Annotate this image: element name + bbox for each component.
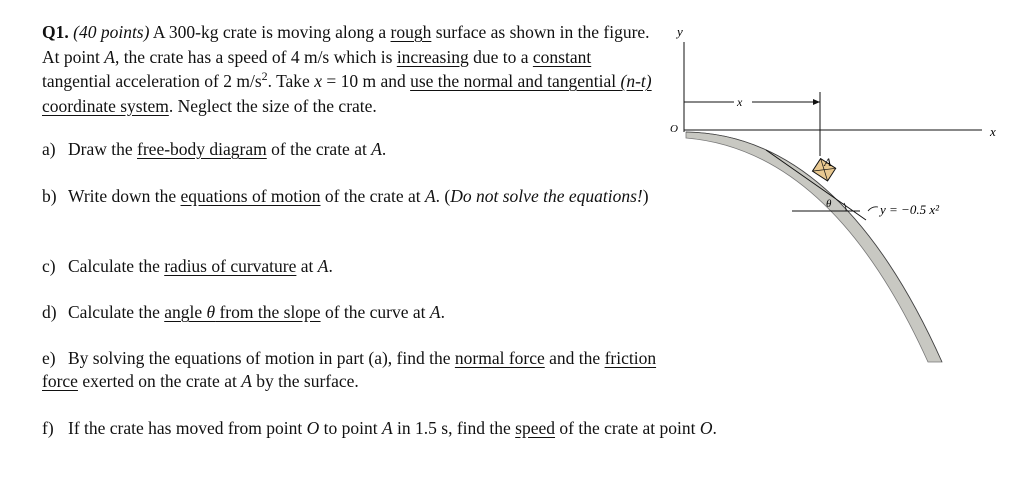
text: If the crate has moved from point [68,418,307,438]
x-axis-label: x [990,124,996,139]
text: and the [544,348,605,368]
text: of the curve at [320,302,430,322]
text: at [296,256,318,276]
var-A: A [371,139,382,159]
keyword: normal force [454,348,545,368]
dimension-label: x [737,95,743,109]
part-f [42,417,842,440]
keyword [164,302,320,322]
var-x: x [314,71,322,91]
part-a [42,138,662,161]
part-label: d) [42,302,57,322]
question-number: Q1. [42,22,69,42]
text: Draw the [68,139,138,159]
curve-equation: y = −0.5 x² [880,202,939,217]
text: exerted on the crate at [77,371,242,391]
keyword: friction force [42,348,657,391]
var-A: A [429,302,441,322]
var-A: A [424,186,436,206]
text: Calculate the [68,256,165,276]
part-c [42,255,662,278]
keyword-constant: constant [532,46,592,67]
part-b [42,185,662,208]
text: angle [164,302,207,322]
equation-leader [868,207,878,211]
part-d [42,301,662,324]
text: . [440,302,445,322]
text: of the crate at point [555,418,700,438]
point-label: A [824,155,832,169]
text: . [328,256,333,276]
part-label: a) [42,139,56,159]
text: . Take [267,71,315,91]
keyword: free-body diagram [137,139,267,159]
points-label: (40 points) [73,22,150,42]
text: use the normal and tangential [410,71,621,91]
text: . [381,139,387,159]
part-label: b) [42,186,57,206]
keyword: equations of motion [180,186,321,206]
text: from the slope [215,302,321,322]
text: by the surface. [251,371,359,391]
text: , the crate has a speed of 4 m/s which is [114,46,397,67]
text: tangential acceleration of 2 m/s [42,71,262,91]
text: surface as shown in the figure. At point [42,22,650,67]
part-e [42,347,662,393]
var-A: A [241,371,252,391]
keyword: speed [515,418,556,438]
tangent-line [766,150,866,220]
keyword: radius of curvature [164,256,297,276]
text: of the crate at [266,139,372,159]
text: due to a [468,46,533,67]
var-A: A [104,46,115,67]
text: coordinate system [42,95,169,116]
text: . [712,418,717,438]
text: A 300-kg crate is moving along a [149,22,391,42]
part-label: e) [42,348,56,368]
var-A: A [317,256,329,276]
text: = 10 m and [321,71,411,91]
angle-label: θ [826,198,832,210]
var-O: O [699,418,713,438]
italic-note: Do not solve the equations! [450,186,643,206]
curved-surface [686,132,942,362]
text: ) [642,186,649,206]
text: . ( [435,186,451,206]
dimension-arrowhead [813,99,820,105]
keyword-increasing: increasing [396,46,469,67]
var-O: O [306,418,320,438]
text: in 1.5 s, find the [392,418,516,438]
text: to point [319,418,382,438]
text: Calculate the [68,302,165,322]
origin-label: O [670,123,678,135]
text: of the crate at [320,186,425,206]
figure-svg [660,14,1010,374]
y-axis-label: y [677,24,683,39]
var-A: A [381,418,393,438]
text: Write down the [68,186,181,206]
text: By solving the equations of motion in part (a), find the [68,348,455,368]
part-label: c) [42,256,56,276]
exponent: 2 [261,69,268,84]
nt-label: (n-t) [620,71,652,91]
var-theta: θ [206,302,216,322]
part-label: f) [42,418,54,438]
surface-edge [686,132,942,362]
keyword-rough: rough [390,22,432,42]
question-statement [42,20,654,118]
crate-on-curve-figure [660,14,1010,374]
text: . Neglect the size of the crate. [168,95,377,116]
